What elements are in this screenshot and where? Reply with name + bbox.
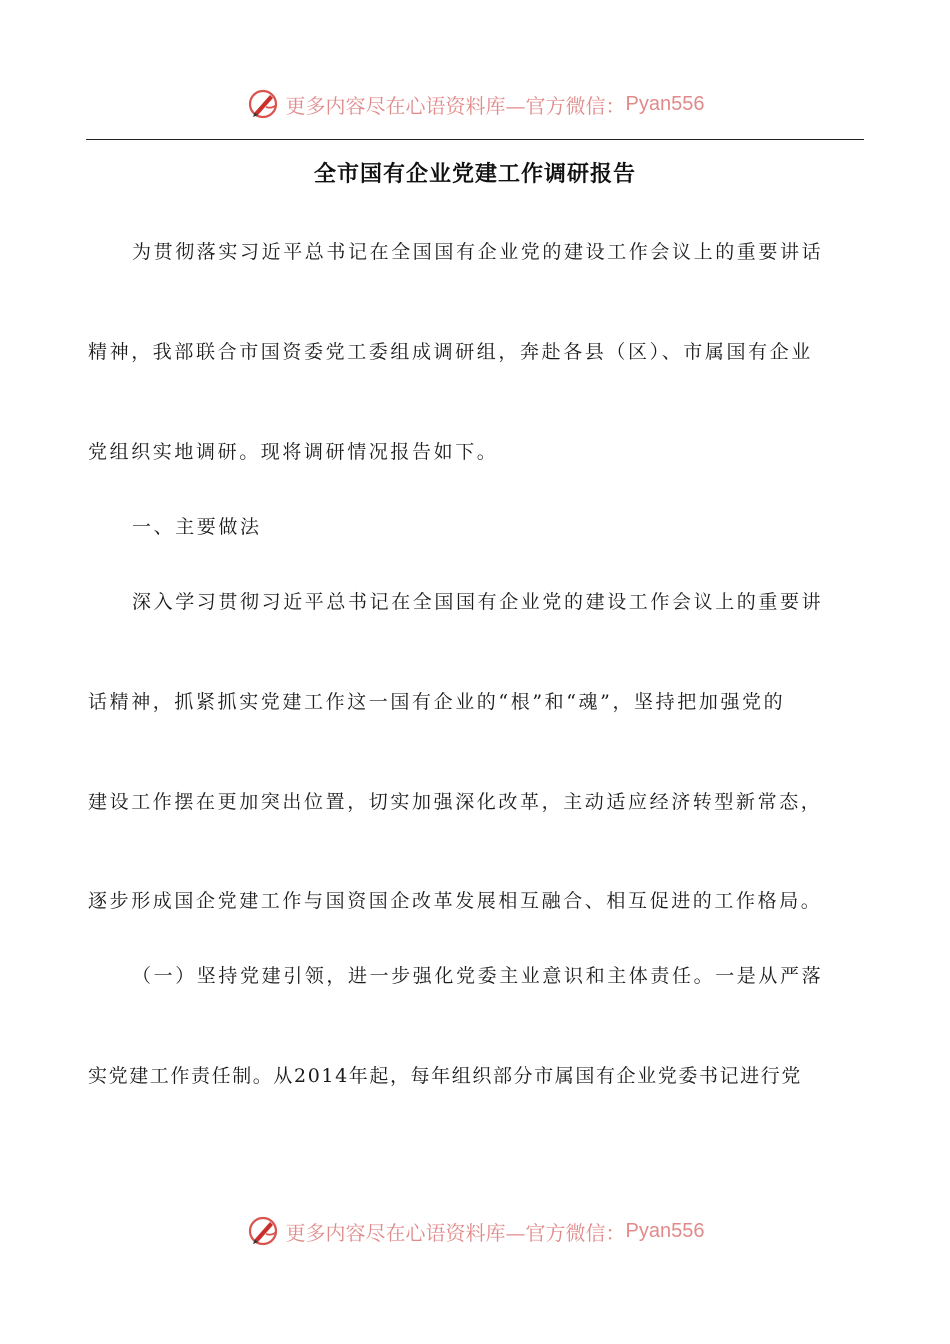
- pen-logo-icon: [246, 1214, 280, 1248]
- paragraph-line: 深入学习贯彻习近平总书记在全国国有企业党的建设工作会议上的重要讲: [132, 591, 824, 613]
- watermark-header: [0, 84, 950, 124]
- watermark-text: 更多内容尽在心语资料库—官方微信：: [285, 93, 626, 118]
- paragraph-line: 话精神，抓紧抓实党建工作这一国有企业的“根”和“魂”，坚持把加强党的: [88, 691, 786, 713]
- paragraph-line: 精神，我部联合市国资委党工委组成调研组，奔赴各县（区）、市属国有企业: [88, 341, 813, 363]
- paragraph-line: 为贯彻落实习近平总书记在全国国有企业党的建设工作会议上的重要讲话: [132, 241, 824, 263]
- paragraph-line: 党组织实地调研。现将调研情况报告如下。: [88, 441, 499, 463]
- watermark-text: 更多内容尽在心语资料库—官方微信：: [285, 1220, 626, 1245]
- paragraph-line: 实党建工作责任制。从2014年起，每年组织部分市属国有企业党委书记进行党: [88, 1065, 802, 1087]
- watermark-footer: [0, 1211, 950, 1251]
- section-heading: 一、主要做法: [132, 516, 262, 538]
- header-divider: [86, 139, 864, 140]
- watermark-account: Pyan556: [625, 1219, 705, 1242]
- pen-logo-icon: [246, 87, 280, 121]
- subsection-line: （一）坚持党建引领，进一步强化党委主业意识和主体责任。一是从严落: [132, 965, 824, 987]
- paragraph-line: 建设工作摆在更加突出位置，切实加强深化改革，主动适应经济转型新常态，: [88, 791, 823, 813]
- document-title: 全市国有企业党建工作调研报告: [313, 161, 636, 187]
- watermark-account: Pyan556: [625, 92, 705, 115]
- paragraph-line: 逐步形成国企党建工作与国资国企改革发展相互融合、相互促进的工作格局。: [88, 890, 823, 912]
